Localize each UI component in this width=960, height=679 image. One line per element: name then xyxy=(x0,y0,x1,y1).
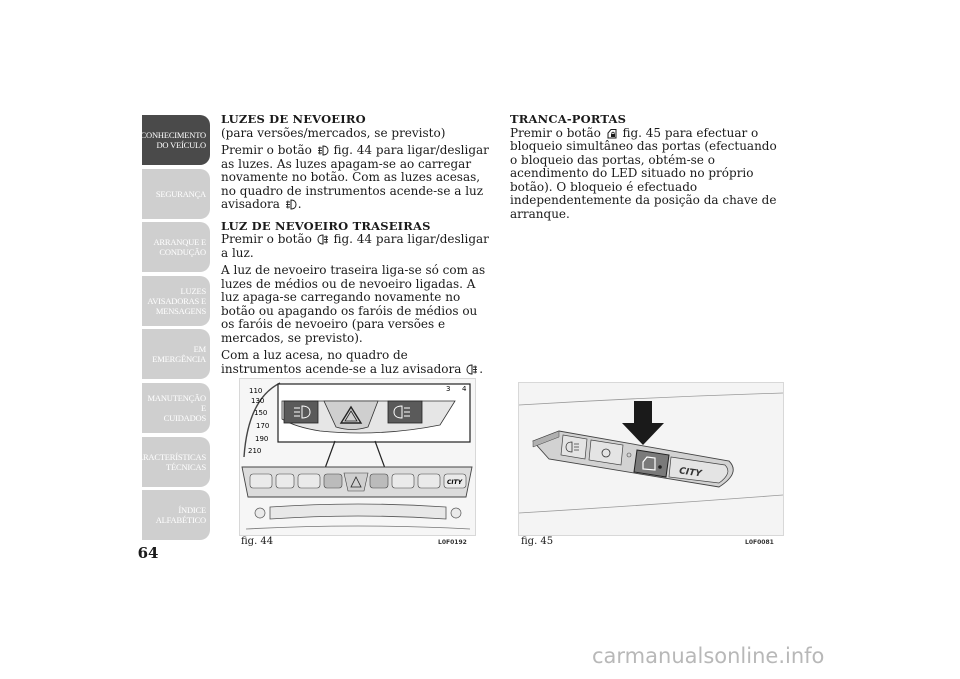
tab-indice[interactable] xyxy=(142,490,210,540)
corner-tick: 4 xyxy=(462,385,467,393)
corner-tick: 3 xyxy=(446,385,451,393)
tab-label: CARACTERÍSTICAS TÉCNICAS xyxy=(131,451,206,472)
door-lock-icon xyxy=(606,128,618,139)
section-heading-fog: LUZES DE NEVOEIRO xyxy=(221,112,366,126)
text: . xyxy=(479,361,484,376)
gauge-tick: 110 xyxy=(249,387,263,395)
front-fog-icon xyxy=(317,145,329,156)
watermark: carmanualsonline.info xyxy=(592,644,825,668)
door-lock-button xyxy=(634,450,669,477)
text: Premir o botão xyxy=(221,143,312,157)
rear-fog-icon xyxy=(466,364,478,375)
door-lock-illustration xyxy=(519,383,783,535)
figure-44-caption: fig. 44 xyxy=(241,536,274,547)
city-label: CITY xyxy=(447,479,463,486)
section-subheading: (para versões/mercados, se previsto) xyxy=(221,125,446,140)
text: Com a luz acesa, no quadro de instrumentos acende-se a luz avisadora xyxy=(221,348,462,376)
gauge-tick: 210 xyxy=(248,447,262,455)
door-lock-paragraph xyxy=(510,127,780,222)
fog-paragraph xyxy=(221,144,491,212)
tab-seguranca[interactable] xyxy=(142,169,210,219)
figure-45 xyxy=(518,382,784,536)
text: Premir o botão xyxy=(510,125,601,140)
right-column xyxy=(510,113,780,225)
tab-luzes[interactable] xyxy=(142,276,210,326)
text: . xyxy=(297,197,302,211)
gauge-tick: 150 xyxy=(254,409,268,417)
gauge-tick: 190 xyxy=(255,435,269,443)
text: fig. 44 para ligar/desligar a luz. xyxy=(221,232,489,260)
figure-45-code: L0F0081 xyxy=(745,539,774,546)
section-heading-door-lock: TRANCA-PORTAS xyxy=(510,112,627,126)
gauge-tick: 170 xyxy=(256,422,270,430)
text: fig. 45 para efectuar o bloqueio simultâneo das portas (efectuando o bloqueio das portas, obtém-se o acendimento do LED situado no próprio botão). O bloqueio é efectuado independentemente da posição da chave de arranque. xyxy=(510,125,777,221)
left-column xyxy=(221,113,491,380)
tab-caracteristicas[interactable] xyxy=(131,437,210,487)
tab-arranque[interactable] xyxy=(142,222,210,272)
tab-label: ARRANQUE E CONDUÇÃO xyxy=(153,237,206,258)
page-number: 64 xyxy=(137,544,159,562)
sidebar-tabs xyxy=(131,115,210,544)
section-heading-rear-fog: LUZ DE NEVOEIRO TRASEIRAS xyxy=(221,218,431,233)
gauge-tick: 130 xyxy=(251,397,265,405)
figure-44-code: L0F0192 xyxy=(438,539,467,546)
tab-label: EM EMERGÊNCIA xyxy=(152,344,206,365)
tab-label: CONHECIMENTO DO VEÍCULO xyxy=(140,130,206,150)
city-label: CITY xyxy=(678,466,703,480)
text: Premir o botão xyxy=(221,232,312,246)
rear-fog-paragraph-1 xyxy=(221,233,491,260)
figure-44 xyxy=(239,378,476,536)
figure-45-caption: fig. 45 xyxy=(521,536,554,547)
dashboard-illustration xyxy=(240,379,475,535)
front-fog-button xyxy=(284,401,318,423)
text: fig. 44 para ligar/desligar as luzes. As luzes apagam-se ao carregar novamente no botão. Com as luzes acesas, no quadro de instrumentos acende-se a luz avisadora xyxy=(221,143,489,211)
tab-label: LUZES AVISADORAS E MENSAGENS xyxy=(147,285,206,316)
tab-emergencia[interactable] xyxy=(142,329,210,379)
tab-label: ÍNDICE ALFABÉTICO xyxy=(155,505,206,526)
rear-fog-paragraph-2: A luz de nevoeiro traseira liga-se só com as luzes de médios ou de nevoeiro ligadas. A luz apaga-se carregando novamente no botão ou apagando os faróis de médios ou os faróis de nevoeiro (para versões e mercados, se previsto). xyxy=(221,263,486,345)
rear-fog-icon xyxy=(317,234,329,245)
tab-conhecimento[interactable] xyxy=(142,115,210,165)
tab-label: SEGURANÇA xyxy=(155,188,206,199)
front-fog-icon xyxy=(285,199,297,210)
tab-manutencao[interactable] xyxy=(142,383,210,433)
tab-label: MANUTENÇÃO E CUIDADOS xyxy=(147,392,206,423)
rear-fog-paragraph-3 xyxy=(221,349,491,376)
